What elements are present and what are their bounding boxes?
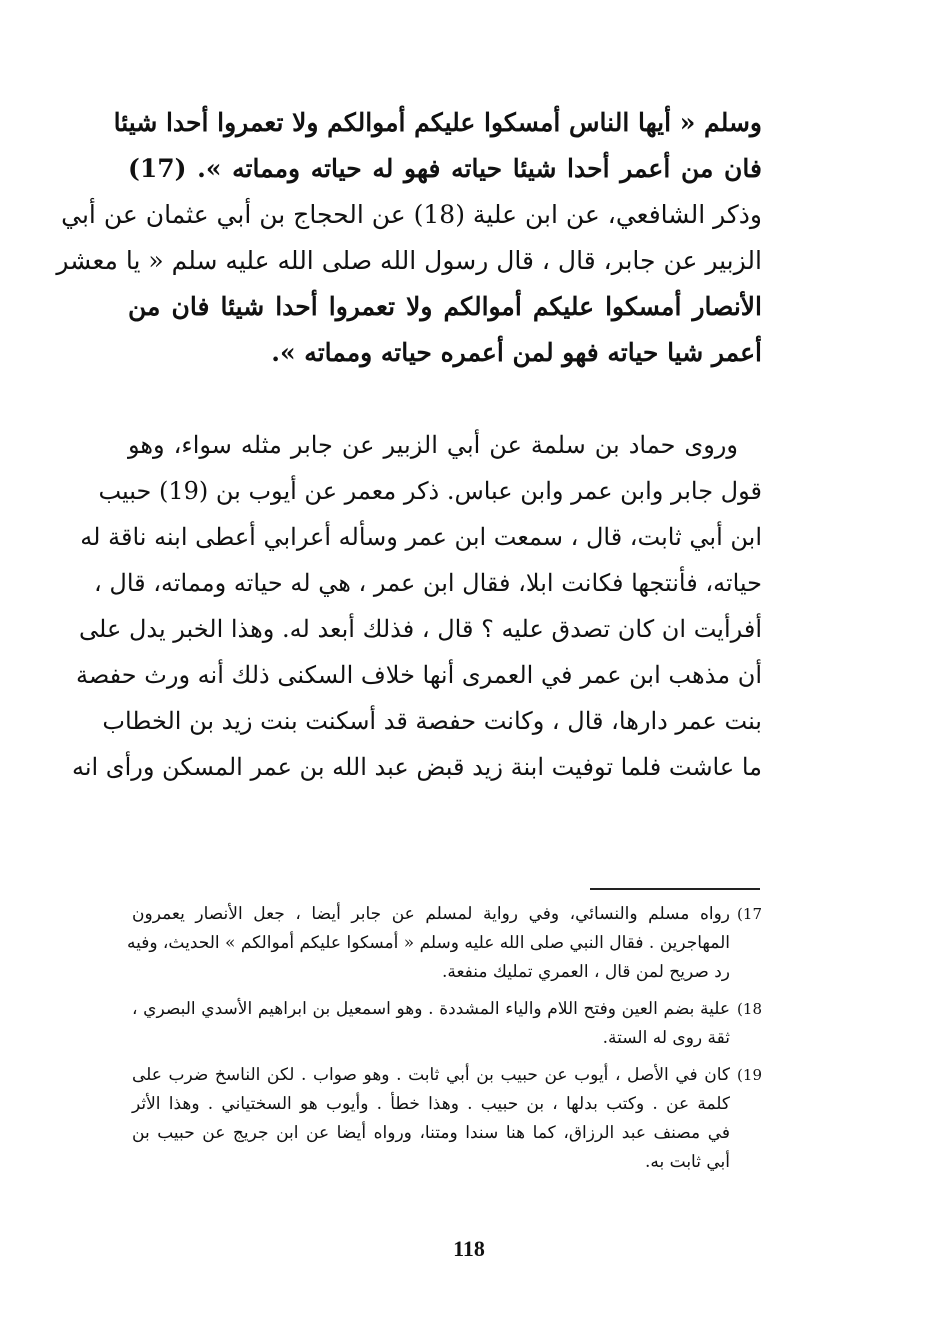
paragraph-2 xyxy=(71,422,762,790)
footnote-line: في مصنف عبد الرزاق، كما هنا سندا ومتنا، ورواه أيضا عن ابن جريج عن حبيب بن xyxy=(132,1123,730,1143)
paragraph-1 xyxy=(56,100,762,376)
text-line: أفرأيت ان كان تصدق عليه ؟ قال ، فذلك أبعد له. وهذا الخبر يدل على xyxy=(79,615,762,643)
footnote-line: رواه مسلم والنسائي، وفي رواية لمسلم عن جابر أيضا ، جعل الأنصار يعمرون xyxy=(132,904,730,924)
text-line: قول جابر وابن عمر وابن عباس. ذكر معمر عن أيوب بن (19) حبيب xyxy=(98,477,762,505)
text-line: ابن أبي ثابت، قال ، سمعت ابن عمر وسأله أعرابي أعطى ابنه ناقة له xyxy=(80,523,762,551)
page-number: 118 xyxy=(453,1236,485,1261)
footnote-line: كلمة عن . وكتب بدلها ، بن حبيب . وهذا خطأ . وأيوب هو السختياني . وهذا الأثر xyxy=(132,1094,730,1114)
footnote-19 xyxy=(132,1061,762,1177)
text-line: وسلم « أيها الناس أمسكوا عليكم أموالكم ولا تعمروا أحدا شيئا xyxy=(113,108,762,137)
footnote-18 xyxy=(132,995,762,1053)
text-line: الزبير عن جابر، قال ، قال رسول الله صلى الله عليه سلم « يا معشر xyxy=(56,246,762,275)
footnote-line: رد صريح لمن قال ، العمري تمليك منفعة. xyxy=(441,962,730,982)
text-line: وروى حماد بن سلمة عن أبي الزبير عن جابر مثله سواء، وهو xyxy=(128,431,738,459)
text-line: أن مذهب ابن عمر في العمرى أنها خلاف السكنى ذلك أنه ورث حفصة xyxy=(75,661,762,689)
footnote-line: علية بضم العين وفتح اللام والياء المشددة . وهو اسمعيل بن ابراهيم الأسدي البصري ، xyxy=(132,999,730,1019)
text-line: حياته، فأنتجها فكانت ابلا، فقال ابن عمر ، هي له حياته ومماته، قال ، xyxy=(94,569,762,597)
text-line: وذكر الشافعي، عن ابن علية (18) عن الحجاج بن أبي عثمان عن أبي xyxy=(61,200,762,229)
footnote-line: أبي ثابت به. xyxy=(644,1152,730,1172)
footnotes xyxy=(126,900,762,1185)
footnote-line: كان في الأصل ، أيوب عن حبيب بن أبي ثابت . وهو صواب . لكن الناسخ ضرب على xyxy=(132,1065,730,1085)
footnote-number: (19 xyxy=(737,1066,762,1084)
text-line: ما عاشت فلما توفيت ابنة زيد قبض عبد الله بن عمر المسكن ورأى انه xyxy=(71,753,762,781)
text-line: الأنصار أمسكوا عليكم أموالكم ولا تعمروا أحدا شيئا فان من xyxy=(128,292,762,321)
text-line: فان من أعمر أحدا شيئا حياته فهو له حياته ومماته ». (17) xyxy=(128,154,762,183)
text-line: أعمر شيا حياته فهو لمن أعمره حياته ومماته ». xyxy=(271,338,762,367)
footnote-line: ثقة روى له الستة. xyxy=(602,1028,730,1048)
footnote-separator xyxy=(590,888,760,890)
footnote-number: (17 xyxy=(737,905,762,923)
text-line: بنت عمر دارها، قال ، وكانت حفصة قد أسكنت بنت زيد بن الخطاب xyxy=(102,707,762,735)
footnote-line: المهاجرين . فقال النبي صلى الله عليه وسلم « أمسكوا عليكم أموالكم » الحديث، وفيه xyxy=(126,933,730,953)
footnote-number: (18 xyxy=(737,1000,762,1018)
footnote-17 xyxy=(126,900,762,987)
